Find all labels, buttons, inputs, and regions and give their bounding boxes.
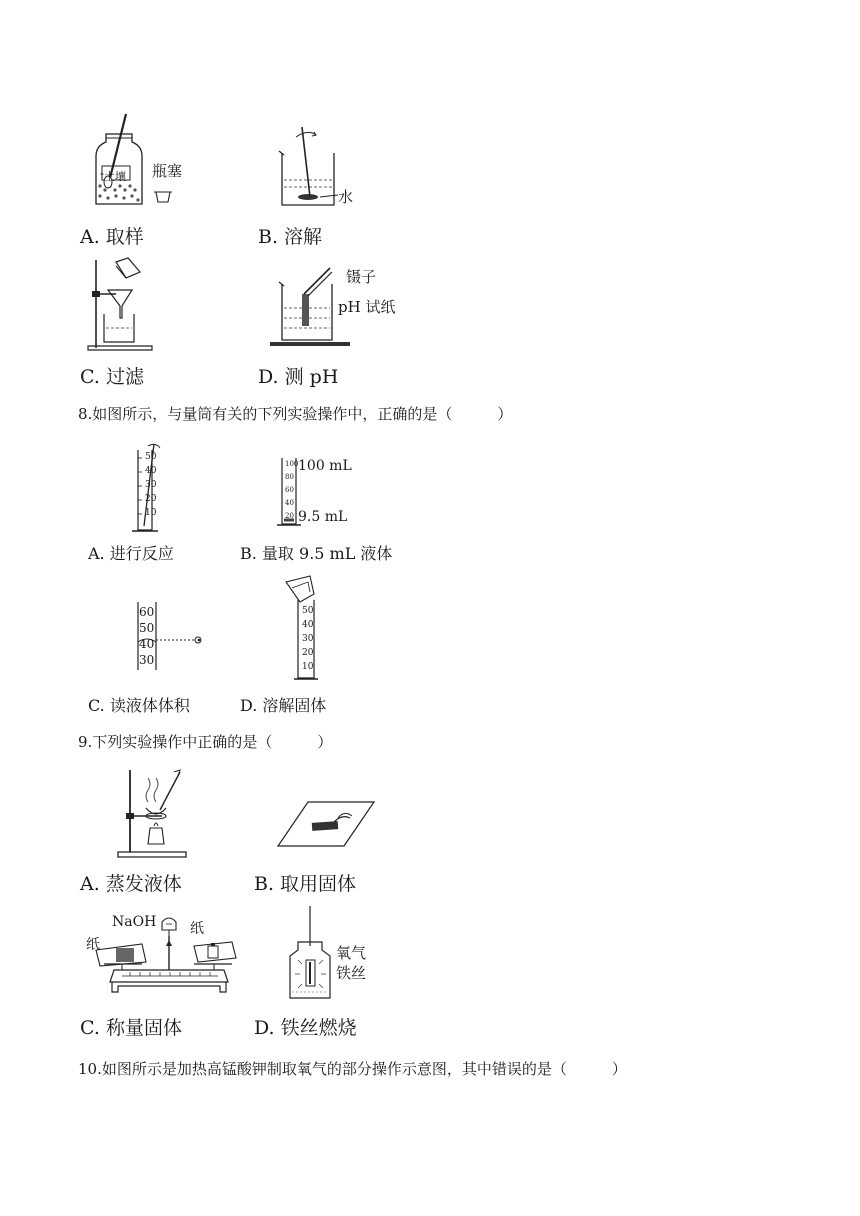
tick-8b-80: 80	[285, 473, 294, 481]
tick-8b-40: 40	[285, 499, 294, 507]
tick-8c-50: 50	[139, 621, 155, 635]
tick-8a-10: 10	[145, 508, 157, 518]
label-100ml: 100 mL	[298, 458, 352, 474]
tick-8b-100: 100	[285, 460, 299, 468]
caption-9b: B. 取用固体	[254, 873, 357, 895]
caption-9a: A. 蒸发液体	[80, 873, 182, 895]
tick-8c-30: 30	[139, 653, 155, 667]
tick-8a-50: 50	[145, 452, 157, 462]
tick-8a-40: 40	[145, 466, 157, 476]
question-10: 10.如图所示是加热高锰酸钾制取氧气的部分操作示意图，其中错误的是（ ）	[78, 1060, 627, 1078]
label-9-5ml: 9.5 mL	[298, 509, 348, 525]
caption-1d: D. 测 pH	[258, 366, 339, 388]
label-ph-paper: pH 试纸	[338, 298, 396, 316]
iron-wire-combustion-illustration	[284, 906, 344, 1002]
tick-8d-20: 20	[302, 648, 314, 658]
question-8: 8.如图所示，与量筒有关的下列实验操作中，正确的是（ ）	[78, 405, 513, 423]
label-oxygen: 氧气	[336, 944, 367, 962]
solid-taking-illustration	[278, 800, 376, 850]
tick-8a-30: 30	[145, 480, 157, 490]
tick-8d-30: 30	[302, 634, 314, 644]
caption-1b: B. 溶解	[258, 226, 323, 248]
caption-9c: C. 称量固体	[80, 1017, 182, 1039]
caption-1a: A. 取样	[80, 226, 144, 248]
caption-1c: C. 过滤	[80, 366, 144, 388]
tick-8d-50: 50	[302, 606, 314, 616]
label-paper-right: 纸	[190, 921, 204, 937]
tick-8c-60: 60	[139, 605, 155, 619]
tick-8b-60: 60	[285, 486, 294, 494]
label-paper-left: 纸	[86, 937, 100, 953]
label-tweezers: 镊子	[346, 268, 377, 286]
question-9: 9.下列实验操作中正确的是（ ）	[78, 733, 333, 751]
caption-8b: B. 量取 9.5 mL 液体	[240, 544, 393, 563]
tick-8a-20: 20	[145, 494, 157, 504]
tick-8d-40: 40	[302, 620, 314, 630]
label-stopper: 瓶塞	[152, 162, 183, 180]
filtration-setup-illustration	[86, 256, 156, 352]
label-soil: 土壤	[104, 170, 126, 183]
caption-8a: A. 进行反应	[88, 544, 174, 563]
label-iron-wire: 铁丝	[336, 964, 367, 982]
label-naoh: NaOH	[112, 914, 157, 930]
tick-8d-10: 10	[302, 662, 314, 672]
tick-8c-40: 40	[139, 637, 155, 651]
caption-8d: D. 溶解固体	[240, 696, 327, 715]
evaporation-setup-illustration	[118, 768, 198, 860]
caption-9d: D. 铁丝燃烧	[254, 1017, 357, 1039]
tick-8b-20: 20	[285, 512, 294, 520]
caption-8c: C. 读液体体积	[88, 696, 190, 715]
balance-weighing-illustration	[82, 912, 242, 1002]
label-water: 水	[338, 188, 354, 206]
